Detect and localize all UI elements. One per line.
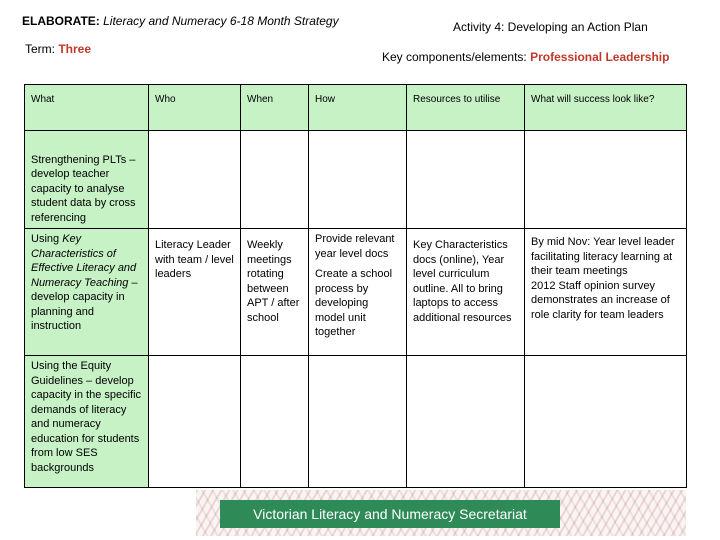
table-row <box>25 356 687 488</box>
row2-how: Provide relevant year level docs Create a school process by developing model unit together <box>309 229 407 356</box>
header-success: What will success look like? <box>525 85 687 131</box>
row3-what: Using the Equity Guidelines – develop capacity in the specific demands of literacy and numeracy education for students from low SES backgrounds <box>25 356 149 488</box>
row2-resources: Key Characteristics docs (online), Year level curriculum outline. All to bring laptops to access additional resources <box>407 229 525 356</box>
secretariat-banner: Victorian Literacy and Numeracy Secretariat <box>220 500 560 528</box>
header-resources: Resources to utilise <box>407 85 525 131</box>
components-line: Key components/elements: Professional Leadership <box>382 50 670 64</box>
header-who: Who <box>149 85 241 131</box>
header-what: What <box>25 85 149 131</box>
row2-what: Using Key Characteristics of Effective Literacy and Numeracy Teaching – develop capacity in planning and instruction <box>25 229 149 356</box>
header-when: When <box>241 85 309 131</box>
table-row <box>25 131 687 229</box>
table-header-row <box>25 85 687 131</box>
term-line: Term: Three <box>25 42 92 56</box>
row2-who: Literacy Leader with team / level leaders <box>149 229 241 356</box>
header-how: How <box>309 85 407 131</box>
footer-banner-area <box>196 490 686 536</box>
row2-success: By mid Nov: Year level leader facilitating literacy learning at their team meetings 2012 Staff opinion survey demonstrates an increase of role clarity for team leaders <box>525 229 687 356</box>
activity-title: Activity 4: Developing an Action Plan <box>453 20 648 34</box>
row1-what: Strengthening PLTs – develop teacher capacity to analyse student data by cross referencing <box>25 131 149 229</box>
row2-when: Weekly meetings rotating between APT / after school <box>241 229 309 356</box>
strategy-title: ELABORATE: Literacy and Numeracy 6-18 Month Strategy <box>22 14 339 28</box>
table-row <box>25 229 687 356</box>
action-plan-table <box>24 84 687 488</box>
